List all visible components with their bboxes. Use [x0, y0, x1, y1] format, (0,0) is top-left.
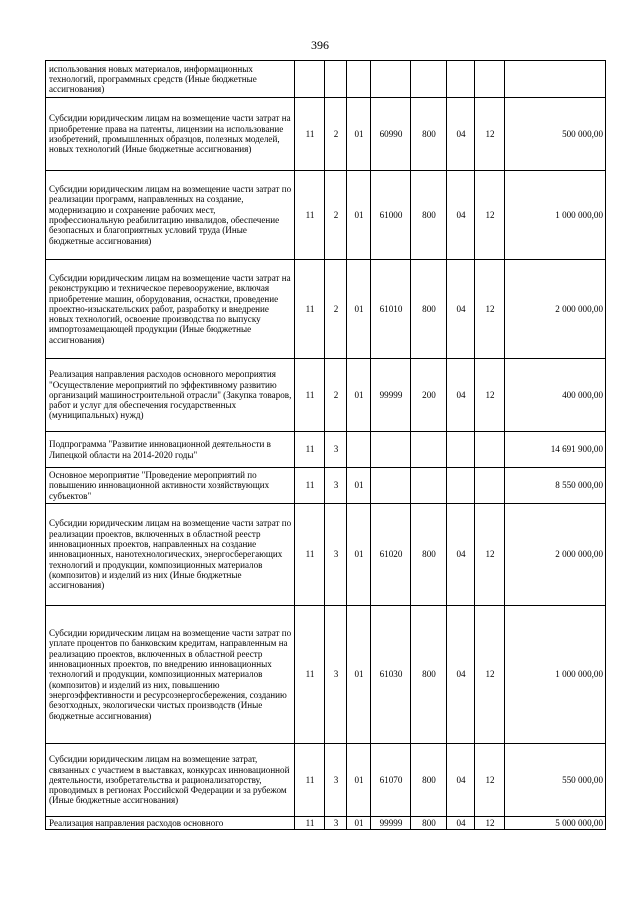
- expense-direction-code: [371, 432, 411, 468]
- main-activity-code: 01: [347, 359, 371, 432]
- amount: 1 000 000,00: [505, 171, 606, 260]
- amount: 550 000,00: [505, 744, 606, 817]
- table-row: [46, 744, 606, 817]
- table-row: [46, 359, 606, 432]
- program-code: 11: [295, 744, 325, 817]
- table-row: [46, 260, 606, 359]
- section-code: [447, 468, 475, 504]
- subprogram-code: 3: [325, 504, 347, 606]
- main-activity-code: 01: [347, 98, 371, 171]
- subprogram-code: 3: [325, 744, 347, 817]
- subsection-code: 12: [475, 504, 505, 606]
- expense-type-code: 800: [411, 817, 447, 830]
- program-code: 11: [295, 468, 325, 504]
- row-description: Основное мероприятие "Проведение мероприятий по повышению инновационной активности хозяйствующих субъектов": [46, 468, 295, 504]
- section-code: 04: [447, 817, 475, 830]
- program-code: 11: [295, 171, 325, 260]
- amount: 8 550 000,00: [505, 468, 606, 504]
- amount: 5 000 000,00: [505, 817, 606, 830]
- section-code: 04: [447, 98, 475, 171]
- budget-table: [45, 60, 606, 830]
- amount: 400 000,00: [505, 359, 606, 432]
- program-code: 11: [295, 98, 325, 171]
- subsection-code: [475, 432, 505, 468]
- table-row: [46, 171, 606, 260]
- expense-direction-code: 61010: [371, 260, 411, 359]
- table-row: [46, 817, 606, 830]
- row-description: использования новых материалов, информационных технологий, программных средств (Иные бюджетные ассигнования): [46, 61, 295, 98]
- expense-type-code: [411, 61, 447, 98]
- expense-type-code: 200: [411, 359, 447, 432]
- subprogram-code: 2: [325, 260, 347, 359]
- section-code: [447, 61, 475, 98]
- main-activity-code: 01: [347, 468, 371, 504]
- section-code: 04: [447, 260, 475, 359]
- section-code: 04: [447, 744, 475, 817]
- row-description: Субсидии юридическим лицам на возмещение части затрат по уплате процентов по банковским кредитам, направленным на реализацию проектов, включенных в областной реестр инновационных проектов, по внедрению инновационных технологий и продукции, композиционных материалов (композитов) и изделий из них, повышению энергоэффективности и ресурсоэнергосбережения, созданию безотходных, экологически чистых производств (Иные бюджетные ассигнования): [46, 606, 295, 744]
- amount: 14 691 900,00: [505, 432, 606, 468]
- section-code: [447, 432, 475, 468]
- row-description: Субсидии юридическим лицам на возмещение части затрат по реализации программ, направленных на создание, модернизацию и сохранение рабочих мест, профессиональную реабилитацию инвалидов, обеспечение безопасных и благоприятных условий труда (Иные бюджетные ассигнования): [46, 171, 295, 260]
- expense-direction-code: 99999: [371, 359, 411, 432]
- main-activity-code: 01: [347, 171, 371, 260]
- subsection-code: 12: [475, 171, 505, 260]
- row-description: Субсидии юридическим лицам на возмещение затрат, связанных с участием в выставках, конкурсах инновационной деятельности, изобретательства и рационализаторству, проводимых в регионах Российской Федерации и за рубежом (Иные бюджетные ассигнования): [46, 744, 295, 817]
- section-code: 04: [447, 504, 475, 606]
- expense-type-code: [411, 432, 447, 468]
- program-code: 11: [295, 260, 325, 359]
- main-activity-code: 01: [347, 606, 371, 744]
- section-code: 04: [447, 171, 475, 260]
- program-code: 11: [295, 817, 325, 830]
- amount: 500 000,00: [505, 98, 606, 171]
- main-activity-code: [347, 61, 371, 98]
- subprogram-code: 2: [325, 171, 347, 260]
- expense-direction-code: [371, 468, 411, 504]
- expense-type-code: 800: [411, 504, 447, 606]
- main-activity-code: 01: [347, 260, 371, 359]
- program-code: [295, 61, 325, 98]
- program-code: 11: [295, 606, 325, 744]
- subsection-code: 12: [475, 260, 505, 359]
- table-row: [46, 504, 606, 606]
- row-description: Субсидии юридическим лицам на возмещение части затрат на реконструкцию и техническое перевооружение, включая приобретение машин, оборудования, оснастки, проведение проектно-изыскательских работ, разработку и внедрение новых технологий, освоение производства по выпуску импортозамещающей продукции (Иные бюджетные ассигнования): [46, 260, 295, 359]
- subsection-code: [475, 61, 505, 98]
- subprogram-code: 3: [325, 468, 347, 504]
- expense-direction-code: 61070: [371, 744, 411, 817]
- main-activity-code: 01: [347, 817, 371, 830]
- main-activity-code: [347, 432, 371, 468]
- expense-type-code: 800: [411, 98, 447, 171]
- section-code: 04: [447, 359, 475, 432]
- row-description: Реализация направления расходов основного: [46, 817, 295, 830]
- table-row: [46, 98, 606, 171]
- amount: 1 000 000,00: [505, 606, 606, 744]
- subprogram-code: 3: [325, 432, 347, 468]
- subsection-code: 12: [475, 98, 505, 171]
- amount: 2 000 000,00: [505, 260, 606, 359]
- table-row: [46, 468, 606, 504]
- subprogram-code: [325, 61, 347, 98]
- program-code: 11: [295, 359, 325, 432]
- subprogram-code: 3: [325, 817, 347, 830]
- row-description: Субсидии юридическим лицам на возмещение части затрат по реализации проектов, включенных в областной реестр инновационных проектов, направленных на создание инновационных, нанотехнологических, энергосберегающих технологий и продукции, композиционных материалов (композитов) и изделий из них (Иные бюджетные ассигнования): [46, 504, 295, 606]
- subprogram-code: 2: [325, 359, 347, 432]
- row-description: Субсидии юридическим лицам на возмещение части затрат на приобретение права на патенты, лицензии на использование изобретений, промышленных образцов, полезных моделей, новых технологий (Иные бюджетные ассигнования): [46, 98, 295, 171]
- table-row: [46, 61, 606, 98]
- subprogram-code: 3: [325, 606, 347, 744]
- subsection-code: 12: [475, 606, 505, 744]
- program-code: 11: [295, 432, 325, 468]
- expense-type-code: 800: [411, 260, 447, 359]
- subprogram-code: 2: [325, 98, 347, 171]
- page-number: 396: [311, 38, 329, 52]
- subsection-code: [475, 468, 505, 504]
- subsection-code: 12: [475, 359, 505, 432]
- expense-direction-code: 61020: [371, 504, 411, 606]
- program-code: 11: [295, 504, 325, 606]
- expense-direction-code: 61000: [371, 171, 411, 260]
- table-row: [46, 432, 606, 468]
- row-description: Подпрограмма "Развитие инновационной деятельности в Липецкой области на 2014-2020 годы": [46, 432, 295, 468]
- expense-type-code: 800: [411, 744, 447, 817]
- expense-direction-code: [371, 61, 411, 98]
- expense-type-code: 800: [411, 606, 447, 744]
- amount: [505, 61, 606, 98]
- expense-type-code: [411, 468, 447, 504]
- expense-type-code: 800: [411, 171, 447, 260]
- section-code: 04: [447, 606, 475, 744]
- row-description: Реализация направления расходов основного мероприятия "Осуществление мероприятий по эффективному развитию организаций машиностроительной отрасли" (Закупка товаров, работ и услуг для обеспечения государственных (муниципальных) нужд): [46, 359, 295, 432]
- subsection-code: 12: [475, 744, 505, 817]
- expense-direction-code: 60990: [371, 98, 411, 171]
- amount: 2 000 000,00: [505, 504, 606, 606]
- table-row: [46, 606, 606, 744]
- expense-direction-code: 99999: [371, 817, 411, 830]
- expense-direction-code: 61030: [371, 606, 411, 744]
- main-activity-code: 01: [347, 744, 371, 817]
- main-activity-code: 01: [347, 504, 371, 606]
- subsection-code: 12: [475, 817, 505, 830]
